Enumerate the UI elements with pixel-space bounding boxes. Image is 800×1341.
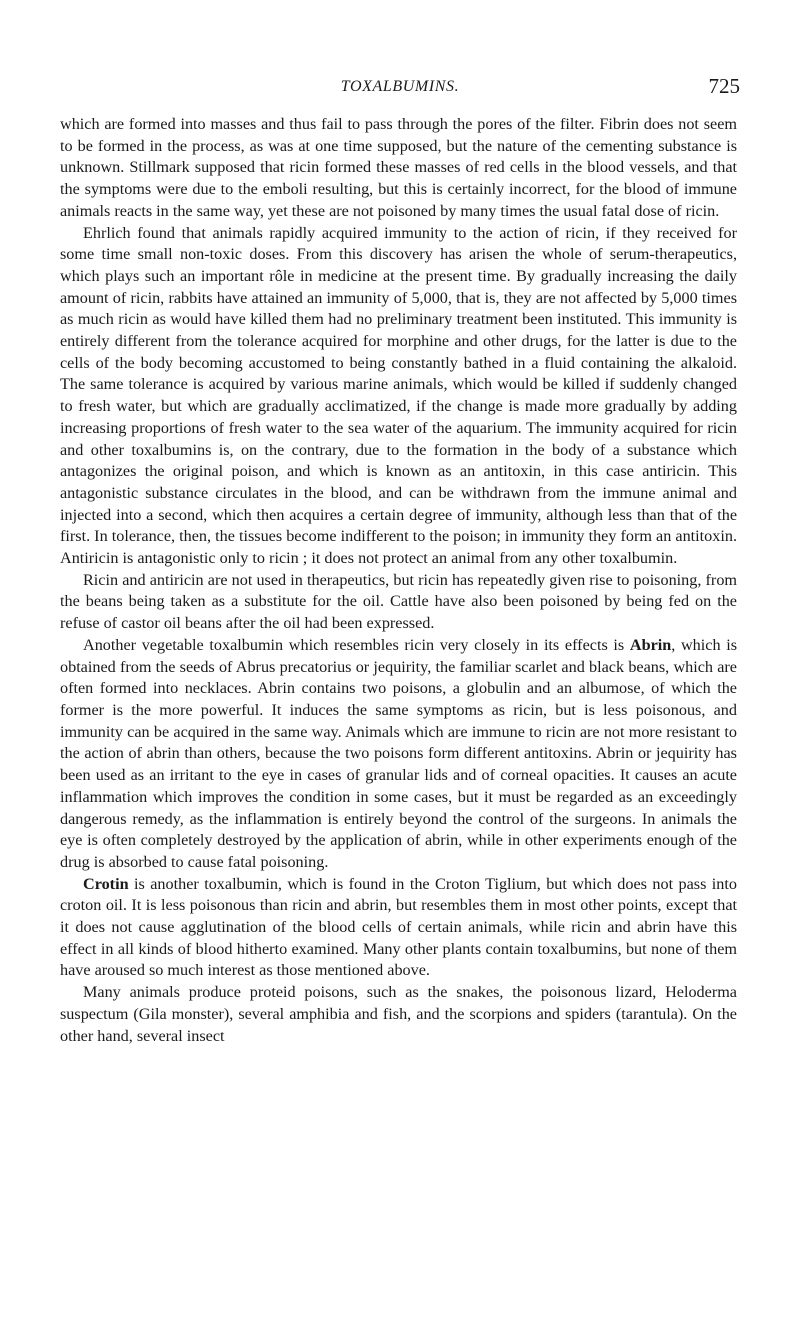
running-title: TOXALBUMINS. (340, 78, 460, 95)
paragraph-ehrlich-immunity: Ehrlich found that animals rapidly acquired immunity to the action of ricin, if they received for some time small non-toxic doses. From this discovery has arisen the whole of serum-therapeutics, which plays such an important rôle in medicine at the present time. By gradually increasing the daily amount of ricin, rabbits have attained an immunity of 5,000, that is, they are not affected by 5,000 times as much ricin as would have killed them had no preliminary treatment been instituted. This immunity is entirely different from the tolerance acquired for morphine and other drugs, for the latter is due to the cells of the body becoming accustomed to being constantly bathed in a fluid containing the alkaloid. The same tolerance is acquired by various marine animals, which would be killed if suddenly changed to fresh water, but which are gradually acclimatized, if the change is made more gradually by adding increasing proportions of fresh water to the sea water of the aquarium. The immunity acquired for ricin and other toxalbumins is, on the contrary, due to the formation in the body of a substance which antagonizes the original poison, and which is known as an antitoxin, in this case antiricin. This antagonistic substance circulates in the blood, and can be withdrawn from the immune animal and injected into a second, which then acquires a certain degree of immunity, although less than that of the first. In tolerance, then, the tissues become indifferent to the poison; in immunity they form an antitoxin. Antiricin is antagonistic only to ricin ; it does not protect an animal from any other toxalbumin. (60, 223, 737, 568)
paragraph-ricin-antiricin: Ricin and antiricin are not used in therapeutics, but ricin has repeatedly given rise to poisoning, from the beans being taken as a substitute for the oil. Cattle have also been poisoned by being fed on the refuse of castor oil beans after the oil had been expressed. (60, 570, 737, 633)
paragraph-abrin (60, 635, 737, 874)
term-crotin: Crotin (83, 874, 129, 893)
body-text (60, 114, 737, 1047)
paragraph-crotin-body: is another toxalbumin, which is found in the Croton Tiglium, but which does not pass into croton oil. It is less poisonous than ricin and abrin, but resembles them in most other points, except that it does not cause agglutination of the blood cells of certain animals, while ricin and abrin have this effect in all kinds of blood hitherto examined. Many other plants contain toxalbumins, but none of them have aroused so much interest as those mentioned above. (60, 874, 737, 980)
term-abrin: Abrin (629, 635, 672, 654)
paragraph-continued: which are formed into masses and thus fail to pass through the pores of the filter. Fibrin does not seem to be formed in the process, as was at one time supposed, but the nature of the cementing substance is unknown. Stillmark supposed that ricin formed these masses of red cells in the blood vessels, and that the symptoms were due to the emboli resulting, but this is certainly incorrect, for the blood of immune animals reacts in the same way, yet these are not poisoned by many times the usual fatal dose of ricin. (60, 115, 737, 220)
paragraph-crotin (60, 874, 737, 983)
paragraph-abrin-intro: Another vegetable toxalbumin which resembles ricin very closely in its effects is (83, 635, 630, 654)
paragraph-abrin-body: , which is obtained from the seeds of Abrus precatorius or jequirity, the familiar scarlet and black beans, which are often formed into necklaces. Abrin contains two poisons, a globulin and an albumose, of which the former is the more powerful. It induces the same symptoms as ricin, but is less poisonous, and immunity can be acquired in the same way. Animals which are immune to ricin are not more resistant to the action of abrin than others, because the two poisons form different antitoxins. Abrin or jequirity has been used as an irritant to the eye in cases of granular lids and of corneal opacities. It causes an acute inflammation which improves the condition in some cases, but it must be regarded as an exceedingly dangerous remedy, as the inflammation is entirely beyond the control of the surgeons. In animals the eye is often completely destroyed by the application of abrin, while in other experiments enough of the drug is absorbed to cause fatal poisoning. (60, 635, 737, 871)
page-number: 725 (708, 74, 740, 98)
paragraph-animal-poisons: Many animals produce proteid poisons, such as the snakes, the poisonous lizard, Heloderma suspectum (Gila monster), several amphibia and fish, and the scorpions and spiders (tarantula). On the other hand, several insect (60, 983, 737, 1045)
running-head (0, 74, 800, 104)
